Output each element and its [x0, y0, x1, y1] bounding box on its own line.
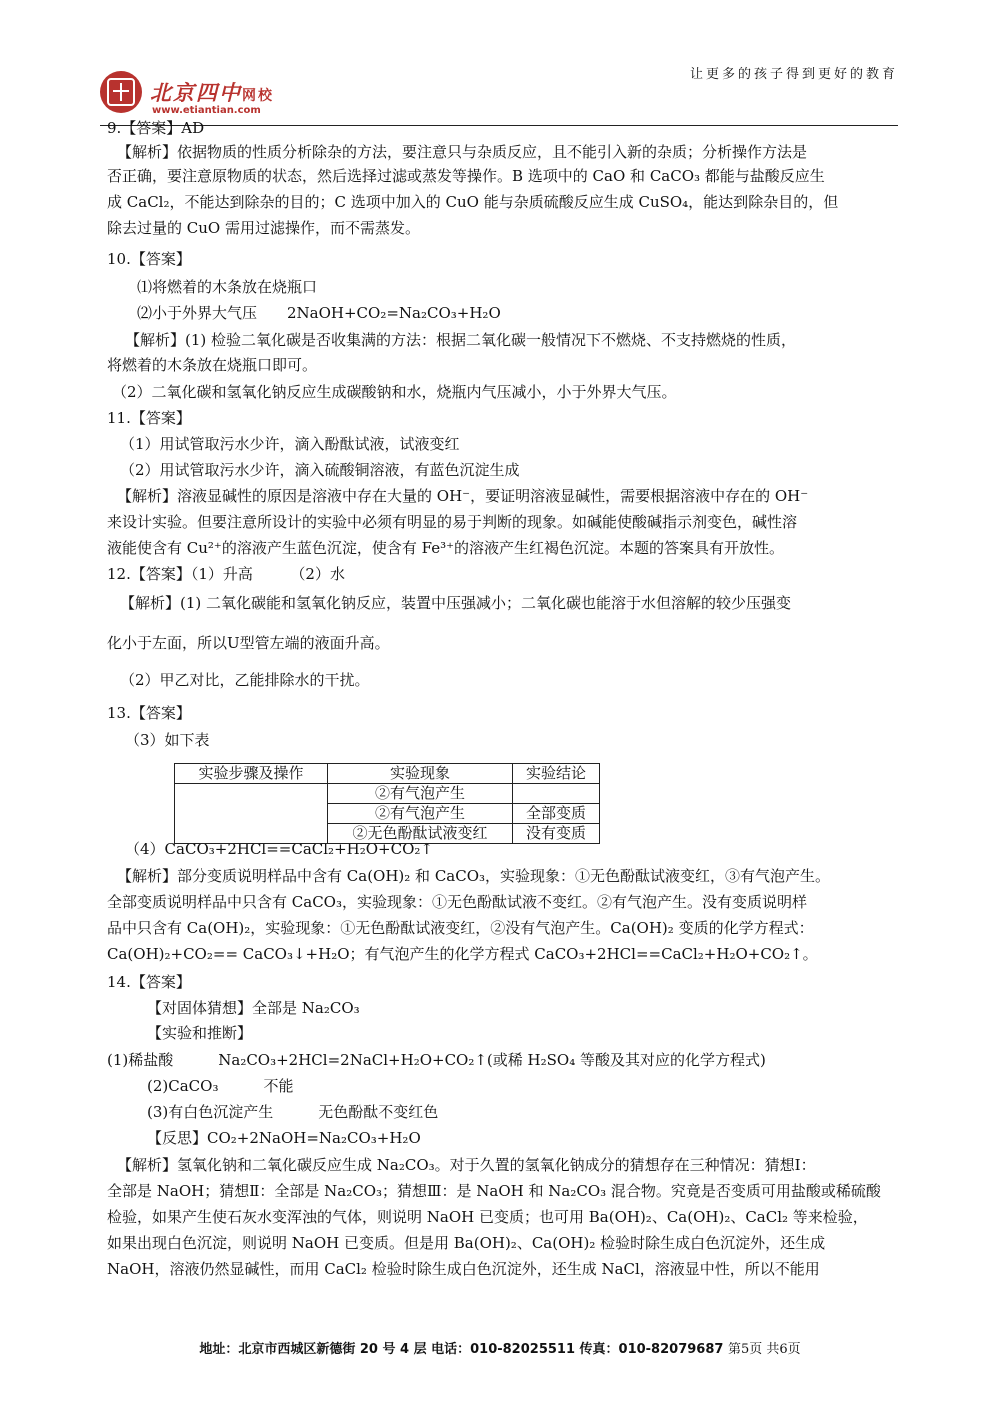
table-cell: 没有变质 [513, 824, 600, 844]
text-line: 来设计实验。但要注意所设计的实验中必须有明显的易于判断的现象。如碱能使酸碱指示剂变色，碱性溶 [107, 513, 798, 531]
text-line: NaOH，溶液仍然显碱性，而用 CaCl₂ 检验时除生成白色沉淀外，还生成 NaCl，溶液显中性，所以不能用 [107, 1260, 820, 1278]
text-line: (1)稀盐酸 Na₂CO₃+2HCl=2NaCl+H₂O+CO₂↑(或稀 H₂SO₄ 等酸及其对应的化学方程式) [107, 1051, 766, 1069]
text-line: 将燃着的木条放在烧瓶口即可。 [107, 356, 318, 374]
text-line: 9.【答案】AD [107, 119, 205, 137]
text-line: （4）CaCO₃+2HCl==CaCl₂+H₂O+CO₂↑ [125, 840, 433, 858]
text-line: （3）如下表 [125, 731, 210, 749]
table-header-row [175, 764, 600, 784]
text-line: ⑴将燃着的木条放在烧瓶口 [137, 278, 318, 296]
experiment-table [174, 763, 600, 844]
text-line: 液能使含有 Cu²⁺的溶液产生蓝色沉淀，使含有 Fe³⁺的溶液产生红褐色沉淀。本题的答案具有开放性。 [107, 539, 785, 557]
text-line: 13.【答案】 [107, 704, 191, 722]
text-line: 【反思】CO₂+2NaOH=Na₂CO₃+H₂O [147, 1129, 421, 1147]
text-line: 化小于左面，所以U型管左端的液面升高。 [107, 634, 390, 652]
text-line: 【解析】(1) 二氧化碳能和氢氧化钠反应，装置中压强减小；二氧化碳也能溶于水但溶解的较少压强变 [120, 594, 792, 612]
text-line: 除去过量的 CuO 需用过滤操作，而不需蒸发。 [107, 219, 420, 237]
table-cell: ②有气泡产生 [328, 784, 513, 804]
text-line: (2)CaCO₃ 不能 [147, 1077, 294, 1095]
table-row [175, 784, 600, 804]
page-number: 第5页 共6页 [727, 1342, 801, 1357]
text-line: 10.【答案】 [107, 250, 191, 268]
table-header-cell: 实验步骤及操作 [175, 764, 328, 784]
text-line: 品中只含有 Ca(OH)₂，实验现象：①无色酚酞试液变红，②没有气泡产生。Ca(OH)₂ 变质的化学方程式： [107, 919, 814, 937]
text-line: 如果出现白色沉淀，则说明 NaOH 已变质。但是用 Ba(OH)₂、Ca(OH)₂ 检验时除生成白色沉淀外，还生成 [107, 1234, 826, 1252]
text-line: 【解析】依据物质的性质分析除杂的方法，要注意只与杂质反应，且不能引入新的杂质；分析操作方法是 [117, 143, 808, 161]
text-line: （2）甲乙对比，乙能排除水的干扰。 [120, 671, 370, 689]
text-line: ⑵小于外界大气压 2NaOH+CO₂=Na₂CO₃+H₂O [137, 304, 501, 322]
text-line: 【对固体猜想】全部是 Na₂CO₃ [147, 999, 360, 1017]
table-cell [513, 784, 600, 804]
text-line: 全部变质说明样品中只含有 CaCO₃，实验现象：①无色酚酞试液不变红。②有气泡产生。没有变质说明样 [107, 893, 807, 911]
table-cell: 全部变质 [513, 804, 600, 824]
page-footer [0, 1338, 1000, 1357]
text-line: 【解析】氢氧化钠和二氧化碳反应生成 Na₂CO₃。对于久置的氢氧化钠成分的猜想存在三种情况：猜想Ⅰ： [117, 1156, 816, 1174]
header-slogan: 让更多的孩子得到更好的教育 [689, 67, 898, 82]
text-line: （1）用试管取污水少许，滴入酚酞试液，试液变红 [120, 435, 460, 453]
text-line: (3)有白色沉淀产生 无色酚酞不变红色 [147, 1103, 439, 1121]
text-line: 11.【答案】 [107, 409, 191, 427]
text-line: 【解析】(1) 检验二氧化碳是否收集满的方法：根据二氧化碳一般情况下不燃烧、不支持燃烧的性质， [125, 331, 797, 349]
text-line: 全部是 NaOH；猜想Ⅱ：全部是 Na₂CO₃；猜想Ⅲ：是 NaOH 和 Na₂CO₃ 混合物。究竟是否变质可用盐酸或稀硫酸 [107, 1182, 881, 1200]
table-header-cell: 实验结论 [513, 764, 600, 784]
table-cell: ②有气泡产生 [328, 804, 513, 824]
logo-name: 北京四中网校 [150, 80, 274, 105]
text-line: 【解析】部分变质说明样品中含有 Ca(OH)₂ 和 CaCO₃，实验现象：①无色酚酞试液变红，③有气泡产生。 [117, 867, 831, 885]
text-line: Ca(OH)₂+CO₂== CaCO₃↓+H₂O；有气泡产生的化学方程式 CaCO₃+2HCl==CaCl₂+H₂O+CO₂↑。 [107, 945, 818, 963]
text-line: 【实验和推断】 [147, 1024, 253, 1042]
text-line: 否正确，要注意原物质的状态，然后选择过滤或蒸发等操作。B 选项中的 CaO 和 CaCO₃ 都能与盐酸反应生 [107, 167, 825, 185]
text-line: 14.【答案】 [107, 973, 191, 991]
table-cell [175, 784, 328, 844]
table-cell: ②无色酚酞试液变红 [328, 824, 513, 844]
logo [100, 63, 300, 123]
text-line: （2）二氧化碳和氢氧化钠反应生成碳酸钠和水，烧瓶内气压减小，小于外界大气压。 [112, 383, 677, 401]
page-header [100, 55, 898, 126]
text-line: 成 CaCl₂，不能达到除杂的目的；C 选项中加入的 CuO 能与杂质硫酸反应生成 CuSO₄，能达到除杂目的，但 [107, 193, 839, 211]
logo-url: www.etiantian.com [152, 105, 261, 116]
footer-address: 地址：北京市西城区新德街 20 号 4 层 电话：010-82025511 传真：010-82079687 [199, 1342, 724, 1357]
text-line: （2）用试管取污水少许，滴入硫酸铜溶液，有蓝色沉淀生成 [120, 461, 520, 479]
logo-emblem-icon [100, 71, 142, 113]
text-line: 12.【答案】（1）升高 （2）水 [107, 565, 345, 583]
text-line: 检验，如果产生使石灰水变浑浊的气体，则说明 NaOH 已变质；也可用 Ba(OH)₂、Ca(OH)₂、CaCl₂ 等来检验， [107, 1208, 868, 1226]
text-line: 【解析】溶液显碱性的原因是溶液中存在大量的 OH⁻，要证明溶液显碱性，需要根据溶液中存在的 OH⁻ [117, 487, 809, 505]
table-header-cell: 实验现象 [328, 764, 513, 784]
